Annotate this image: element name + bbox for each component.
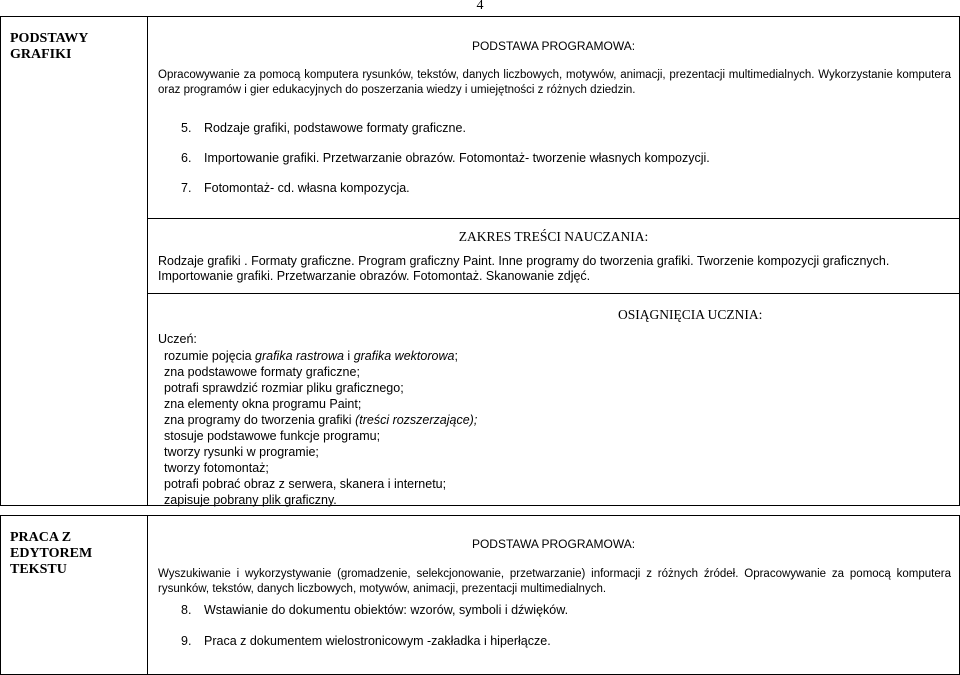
skill-term: grafika wektorowa — [353, 349, 455, 363]
section-title-line: TEKSTU — [10, 562, 67, 577]
lesson-number: 6. — [181, 151, 192, 165]
podstawa-programowa-text: Wyszukiwanie i wykorzystywanie (gromadzenie, selekcjonowanie, przetwarzanie) informacji z różnych źródeł. Opracowywanie za pomocą komputera rysunków, tekstów, danych liczbowych, motywów, animacji, prezentacji multimedialnych. — [158, 568, 951, 595]
lesson-number: 8. — [181, 603, 192, 617]
lesson-item — [181, 603, 568, 617]
lesson-item — [181, 181, 410, 195]
skill-text: i — [343, 349, 354, 363]
skill-item — [164, 412, 477, 428]
page-number: 4 — [476, 0, 484, 13]
section-podstawy-grafiki — [0, 16, 960, 506]
lesson-title: Importowanie grafiki. Przetwarzanie obrazów. Fotomontaż- tworzenie własnych kompozycji. — [204, 151, 710, 165]
lesson-item — [181, 634, 551, 648]
lesson-title: Rodzaje grafiki, podstawowe formaty graficzne. — [204, 121, 466, 135]
zakres-tresci-line: Rodzaje grafiki . Formaty graficzne. Program graficzny Paint. Inne programy do tworzenia grafiki. Tworzenie kompozycji graficznych. — [158, 254, 890, 268]
section-title-cell — [1, 17, 148, 505]
skill-item: zapisuje pobrany plik graficzny. — [164, 493, 337, 507]
divider — [148, 293, 959, 294]
zakres-tresci-heading: ZAKRES TREŚCI NAUCZANIA: — [458, 229, 649, 244]
skill-note: (treści rozszerzające); — [355, 413, 478, 427]
section-title-line: EDYTOREM — [10, 546, 93, 561]
section-title-line: PODSTAWY — [10, 31, 89, 46]
lesson-number: 7. — [181, 181, 192, 195]
skills-list — [164, 348, 477, 508]
podstawa-programowa-text: Opracowywanie za pomocą komputera rysunków, tekstów, danych liczbowych, motywów, animacji, prezentacji multimedialnych. Wykorzystanie komputera oraz programów i gier edukacyjnych do poszerzania wiedzy i umiejętności z różnych dziedzin. — [158, 69, 951, 96]
skill-item: zna podstawowe formaty graficzne; — [164, 365, 360, 379]
lesson-item — [181, 121, 466, 135]
skill-item: tworzy fotomontaż; — [164, 461, 269, 475]
lesson-item — [181, 151, 710, 165]
section-title-line: PRACA Z — [10, 530, 72, 545]
zakres-tresci-line: Importowanie grafiki. Przetwarzanie obrazów. Fotomontaż. Skanowanie zdjęć. — [158, 269, 591, 283]
skill-item — [164, 348, 477, 364]
skill-item: stosuje podstawowe funkcje programu; — [164, 429, 381, 443]
skill-item: zna elementy okna programu Paint; — [164, 397, 362, 411]
section-title-line: GRAFIKI — [10, 47, 72, 62]
lesson-title: Wstawianie do dokumentu obiektów: wzorów, symboli i dźwięków. — [204, 603, 569, 617]
skill-item: tworzy rysunki w programie; — [164, 445, 319, 459]
lesson-number: 9. — [181, 634, 192, 648]
osiagniecia-heading: OSIĄGNIĘCIA UCZNIA: — [618, 307, 763, 322]
section-content-cell — [148, 17, 959, 505]
skill-term: grafika rastrowa — [255, 349, 344, 363]
podstawa-programowa-heading: PODSTAWA PROGRAMOWA: — [471, 39, 636, 53]
lesson-title: Fotomontaż- cd. własna kompozycja. — [204, 181, 410, 195]
section-content-cell — [148, 516, 959, 674]
skill-item: potrafi sprawdzić rozmiar pliku graficznego; — [164, 381, 404, 395]
skill-text: zna programy do tworzenia grafiki — [164, 413, 356, 427]
skill-text: ; — [454, 349, 458, 363]
section-title-cell — [1, 516, 148, 674]
lesson-number: 5. — [181, 121, 192, 135]
skill-text: rozumie pojęcia — [164, 349, 256, 363]
section-praca-z-edytorem — [0, 515, 960, 675]
skill-item: potrafi pobrać obraz z serwera, skanera i internetu; — [164, 477, 447, 491]
podstawa-programowa-heading: PODSTAWA PROGRAMOWA: — [471, 537, 636, 551]
divider — [148, 218, 959, 219]
lesson-title: Praca z dokumentem wielostronicowym -zakładka i hiperłącze. — [204, 634, 551, 648]
uczen-label: Uczeń: — [158, 332, 197, 346]
